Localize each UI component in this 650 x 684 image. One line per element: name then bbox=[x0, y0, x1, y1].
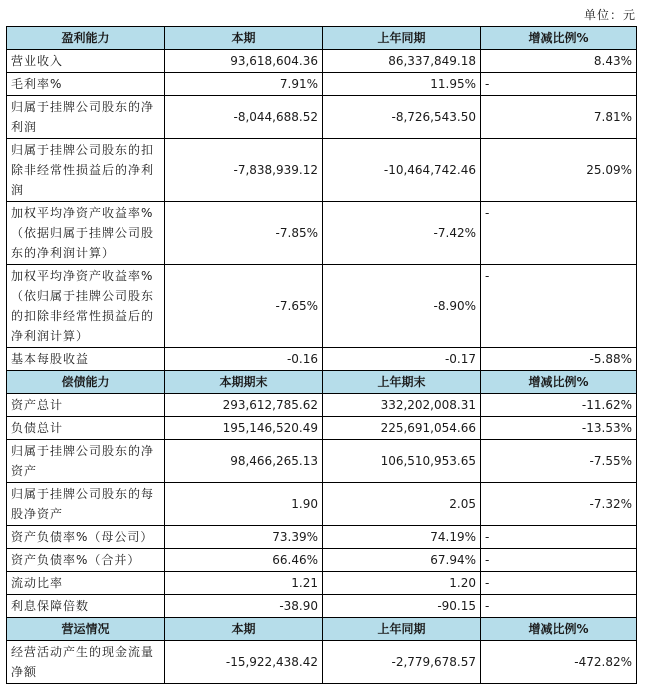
table-row bbox=[7, 549, 637, 572]
current-value: 1.90 bbox=[165, 483, 323, 526]
table-row bbox=[7, 526, 637, 549]
current-value: 73.39% bbox=[165, 526, 323, 549]
operations-header-current: 本期 bbox=[165, 618, 323, 641]
current-value: 7.91% bbox=[165, 73, 323, 96]
previous-value: 1.20 bbox=[323, 572, 481, 595]
change-percent: -7.55% bbox=[481, 440, 637, 483]
table-row bbox=[7, 572, 637, 595]
row-label: 归属于挂牌公司股东的净利润 bbox=[7, 96, 165, 139]
previous-value: -8,726,543.50 bbox=[323, 96, 481, 139]
current-value: 98,466,265.13 bbox=[165, 440, 323, 483]
previous-value: 86,337,849.18 bbox=[323, 50, 481, 73]
solvency-header-change: 增减比例% bbox=[481, 371, 637, 394]
table-row bbox=[7, 595, 637, 618]
current-value: -15,922,438.42 bbox=[165, 641, 323, 684]
table-row bbox=[7, 139, 637, 202]
change-percent: -13.53% bbox=[481, 417, 637, 440]
table-row bbox=[7, 202, 637, 265]
profitability-header-row bbox=[7, 27, 637, 50]
current-value: -7.65% bbox=[165, 265, 323, 348]
profitability-header-current: 本期 bbox=[165, 27, 323, 50]
previous-value: -90.15 bbox=[323, 595, 481, 618]
change-percent: -5.88% bbox=[481, 348, 637, 371]
row-label: 归属于挂牌公司股东的每股净资产 bbox=[7, 483, 165, 526]
row-label: 利息保障倍数 bbox=[7, 595, 165, 618]
row-label: 加权平均净资产收益率%（依归属于挂牌公司股东的扣除非经常性损益后的净利润计算） bbox=[7, 265, 165, 348]
previous-value: -0.17 bbox=[323, 348, 481, 371]
row-label: 营业收入 bbox=[7, 50, 165, 73]
previous-value: 11.95% bbox=[323, 73, 481, 96]
row-label: 毛利率% bbox=[7, 73, 165, 96]
table-row bbox=[7, 73, 637, 96]
unit-label: 单位：元 bbox=[583, 8, 636, 22]
table-row bbox=[7, 483, 637, 526]
row-label: 流动比率 bbox=[7, 572, 165, 595]
previous-value: 2.05 bbox=[323, 483, 481, 526]
operations-header-previous: 上年同期 bbox=[323, 618, 481, 641]
profitability-header-label: 盈利能力 bbox=[7, 27, 165, 50]
previous-value: 332,202,008.31 bbox=[323, 394, 481, 417]
current-value: 293,612,785.62 bbox=[165, 394, 323, 417]
row-label: 资产负债率%（合并） bbox=[7, 549, 165, 572]
change-percent: - bbox=[481, 526, 637, 549]
row-label: 基本每股收益 bbox=[7, 348, 165, 371]
change-percent: - bbox=[481, 202, 637, 265]
table-row bbox=[7, 50, 637, 73]
previous-value: 67.94% bbox=[323, 549, 481, 572]
current-value: -38.90 bbox=[165, 595, 323, 618]
row-label: 资产总计 bbox=[7, 394, 165, 417]
current-value: 66.46% bbox=[165, 549, 323, 572]
previous-value: -7.42% bbox=[323, 202, 481, 265]
operations-header-change: 增减比例% bbox=[481, 618, 637, 641]
previous-value: -10,464,742.46 bbox=[323, 139, 481, 202]
current-value: -7,838,939.12 bbox=[165, 139, 323, 202]
previous-value: 74.19% bbox=[323, 526, 481, 549]
change-percent: 25.09% bbox=[481, 139, 637, 202]
current-value: -8,044,688.52 bbox=[165, 96, 323, 139]
previous-value: -2,779,678.57 bbox=[323, 641, 481, 684]
operations-header-row bbox=[7, 618, 637, 641]
change-percent: - bbox=[481, 265, 637, 348]
change-percent: - bbox=[481, 595, 637, 618]
table-row bbox=[7, 96, 637, 139]
profitability-header-change: 增减比例% bbox=[481, 27, 637, 50]
table-row bbox=[7, 641, 637, 684]
row-label: 负债总计 bbox=[7, 417, 165, 440]
change-percent: 8.43% bbox=[481, 50, 637, 73]
change-percent: - bbox=[481, 549, 637, 572]
row-label: 经营活动产生的现金流量净额 bbox=[7, 641, 165, 684]
current-value: -0.16 bbox=[165, 348, 323, 371]
change-percent: -11.62% bbox=[481, 394, 637, 417]
current-value: 93,618,604.36 bbox=[165, 50, 323, 73]
previous-value: 106,510,953.65 bbox=[323, 440, 481, 483]
change-percent: - bbox=[481, 572, 637, 595]
current-value: 1.21 bbox=[165, 572, 323, 595]
profitability-header-previous: 上年同期 bbox=[323, 27, 481, 50]
financial-indicators-body bbox=[7, 27, 637, 684]
row-label: 资产负债率%（母公司） bbox=[7, 526, 165, 549]
solvency-header-label: 偿债能力 bbox=[7, 371, 165, 394]
table-row bbox=[7, 417, 637, 440]
change-percent: - bbox=[481, 73, 637, 96]
solvency-header-current: 本期期末 bbox=[165, 371, 323, 394]
current-value: -7.85% bbox=[165, 202, 323, 265]
row-label: 归属于挂牌公司股东的净资产 bbox=[7, 440, 165, 483]
row-label: 加权平均净资产收益率%（依据归属于挂牌公司股东的净利润计算） bbox=[7, 202, 165, 265]
table-row bbox=[7, 394, 637, 417]
row-label: 归属于挂牌公司股东的扣除非经常性损益后的净利润 bbox=[7, 139, 165, 202]
table-row bbox=[7, 348, 637, 371]
change-percent: -7.32% bbox=[481, 483, 637, 526]
current-value: 195,146,520.49 bbox=[165, 417, 323, 440]
solvency-header-row bbox=[7, 371, 637, 394]
table-row bbox=[7, 265, 637, 348]
previous-value: 225,691,054.66 bbox=[323, 417, 481, 440]
solvency-header-previous: 上年期末 bbox=[323, 371, 481, 394]
financial-indicators-table bbox=[6, 26, 637, 684]
change-percent: 7.81% bbox=[481, 96, 637, 139]
change-percent: -472.82% bbox=[481, 641, 637, 684]
operations-header-label: 营运情况 bbox=[7, 618, 165, 641]
table-row bbox=[7, 440, 637, 483]
previous-value: -8.90% bbox=[323, 265, 481, 348]
